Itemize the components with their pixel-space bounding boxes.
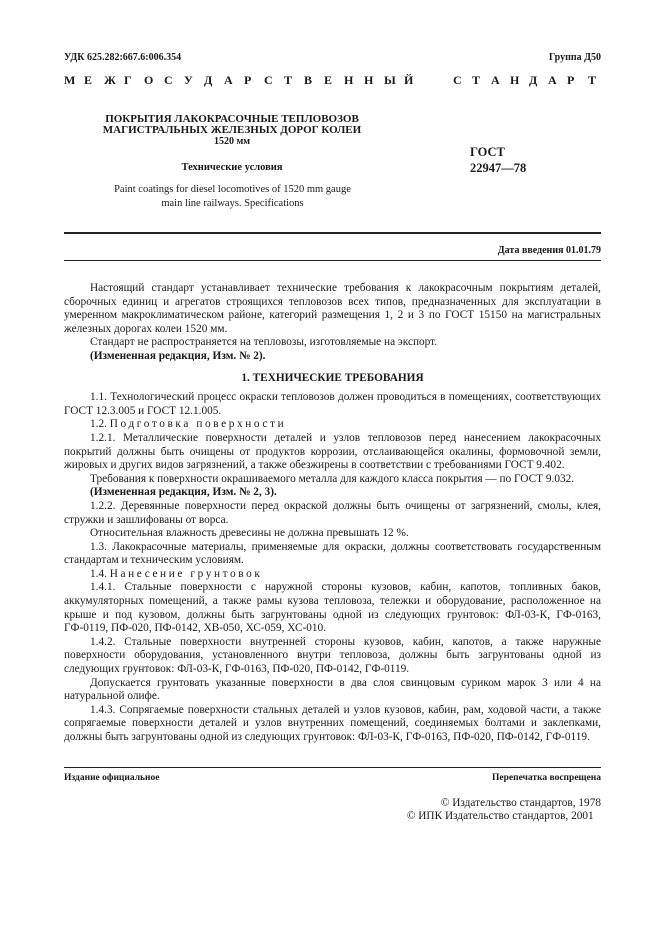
subsection-heading bbox=[64, 568, 601, 582]
copyright-block bbox=[407, 797, 601, 823]
gost-label: ГОСТ bbox=[470, 145, 505, 159]
banner-letter: Ж bbox=[104, 73, 116, 87]
banner-letter: Д bbox=[529, 73, 538, 87]
banner-letter: С bbox=[264, 73, 273, 87]
banner-letter: Р bbox=[244, 73, 252, 87]
paragraph: 1.4.3. Сопрягаемые поверхности стальных деталей и узлов кузовов, кабин, рам, ходовой части, а также сопрягаемые поверхности деталей и узлов внутренних помещений, соединяемых болтами и заклепками, должны быть загрунтованы одной из следующих грунтовок: ФЛ-03-К, ГФ-0163, ПФ-020, ПФ-0142, ГФ-0119. bbox=[64, 703, 601, 743]
banner-letter: В bbox=[304, 73, 313, 87]
paragraph: 1.2.2. Деревянные поверхности перед окраской должны быть очищены от загрязнений, смолы, клея, стружки и зашлифованы от ворса. bbox=[64, 499, 601, 526]
title-line: МАГИСТРАЛЬНЫХ ЖЕЛЕЗНЫХ ДОРОГ КОЛЕИ bbox=[102, 124, 362, 136]
paragraph: 1.1. Технологический процесс окраски тепловозов должен проводиться в помещениях, соответствующих ГОСТ 12.3.005 и ГОСТ 12.1.005. bbox=[64, 391, 601, 417]
banner-letter: Т bbox=[284, 73, 293, 87]
banner-letter: С bbox=[453, 73, 462, 87]
english-title bbox=[90, 183, 375, 211]
copyright-line: © ИПК Издательство стандартов, 2001 bbox=[406, 810, 594, 822]
official-edition: Издание официальное bbox=[64, 773, 160, 783]
banner-letter: Е bbox=[324, 73, 333, 87]
paragraph: 1.2.1. Металлические поверхности деталей и узлов тепловозов перед нанесением лакокрасочных покрытий должны быть очищены от продуктов коррозии, отслаивающейся окалины, формовочной земли, жировых и других видов загрязнений, а также обезжирены в соответствии с требованиями ГОСТ 9.402. bbox=[64, 431, 601, 472]
subsection-title: Подготовка поверхности bbox=[109, 418, 287, 431]
spec-subtitle: Технические условия bbox=[181, 162, 283, 173]
paragraph: Относительная влажность древесины не должна превышать 12 %. bbox=[90, 527, 409, 540]
banner-letter: Ы bbox=[384, 73, 396, 87]
banner-letter: Н bbox=[344, 73, 354, 87]
introduction-date: Дата введения 01.01.79 bbox=[497, 245, 601, 256]
banner-letter: О bbox=[144, 73, 154, 87]
banner-letter: А bbox=[548, 73, 557, 87]
banner-letter: М bbox=[64, 73, 76, 87]
english-title-line: Paint coatings for diesel locomotives of 1520 mm gauge bbox=[114, 184, 351, 195]
section-heading: 1. ТЕХНИЧЕСКИЕ ТРЕБОВАНИЯ bbox=[241, 371, 424, 384]
banner-letter: У bbox=[184, 73, 193, 87]
banner-letter: Д bbox=[204, 73, 213, 87]
divider bbox=[64, 767, 601, 768]
gost-number: 22947—78 bbox=[470, 161, 527, 175]
paragraph: Настоящий стандарт устанавливает технические требования к лакокрасочным покрытиям деталей, сборочных единиц и агрегатов строящихся тепловозов всех типов, предназначенных для эксплуатации в умеренном макроклиматическом районе, категорий размещения 1, 2 и 3 по ГОСТ 15150 на магистральных железных дорогах колеи 1520 мм. bbox=[64, 282, 601, 335]
document-title bbox=[82, 114, 382, 147]
paragraph: 1.3. Лакокрасочные материалы, применяемые для окраски, должны соответствовать государственным стандартам и техническим условиям. bbox=[64, 540, 601, 567]
banner-letter: Т bbox=[588, 73, 597, 87]
banner-letter: Й bbox=[404, 73, 414, 87]
subsection-number: 1.4. bbox=[90, 567, 107, 580]
divider bbox=[64, 232, 601, 234]
document-body bbox=[64, 282, 601, 745]
subsection-title: Нанесение грунтовок bbox=[109, 567, 263, 580]
banner-letter: Р bbox=[567, 73, 575, 87]
banner-letter: Е bbox=[84, 73, 93, 87]
banner-letter: С bbox=[164, 73, 173, 87]
paragraph: Стандарт не распространяется на тепловозы, изготовляемые на экспорт. bbox=[90, 336, 438, 349]
english-title-line: main line railways. Specifications bbox=[161, 198, 304, 209]
paragraph: 1.4.2. Стальные поверхности внутренней стороны кузовов, кабин, капотов, а также наружные поверхности оборудования, установленного внутри тепловоза, должны быть загрунтованы одной из следующих грунтовок: ФЛ-03-К, ГФ-0163, ПФ-020, ПФ-0142, ГФ-0119. bbox=[64, 635, 601, 676]
subsection-number: 1.2. bbox=[90, 418, 107, 431]
reprint-notice: Перепечатка воспрещена bbox=[491, 773, 601, 783]
banner-letter: Н bbox=[364, 73, 374, 87]
amendment-note: (Измененная редакция, Изм. № 2). bbox=[90, 349, 266, 362]
group-code: Группа Д50 bbox=[548, 52, 601, 63]
title-line: 1520 мм bbox=[213, 136, 251, 147]
paragraph: Требования к поверхности окрашиваемого металла для каждого класса покрытия — по ГОСТ 9.032. bbox=[90, 472, 575, 485]
banner-letter: Н bbox=[510, 73, 520, 87]
gost-designation bbox=[470, 144, 526, 176]
paragraph: 1.4.1. Стальные поверхности с наружной стороны кузовов, кабин, капотов, топливных баков, аккумуляторных помещений, а также рамы кузова тепловоза, тележки и оборудование, расположенное на крыше и под кузовом, должны быть загрунтованы одной из следующих грунтовок: ФЛ-03-К, ГФ-0163, ГФ-0119, ПФ-020, ПФ-0142, ХВ-050, ХС-059, ХС-010. bbox=[64, 581, 601, 635]
banner-letter: А bbox=[224, 73, 233, 87]
banner-letter: Г bbox=[124, 73, 132, 87]
title-line: ПОКРЫТИЯ ЛАКОКРАСОЧНЫЕ ТЕПЛОВОЗОВ bbox=[105, 113, 359, 125]
banner-letter: А bbox=[491, 73, 500, 87]
amendment-note: (Измененная редакция, Изм. № 2, 3). bbox=[90, 486, 277, 499]
banner-letter: Т bbox=[472, 73, 481, 87]
udk-code: УДК 625.282:667.6:006.354 bbox=[64, 52, 182, 63]
subsection-heading bbox=[64, 418, 601, 432]
copyright-line: © Издательство стандартов, 1978 bbox=[440, 797, 601, 809]
paragraph: Допускается грунтовать указанные поверхности в два слоя свинцовым суриком марок 3 или 4 на натуральной олифе. bbox=[64, 676, 601, 703]
divider bbox=[64, 260, 601, 261]
